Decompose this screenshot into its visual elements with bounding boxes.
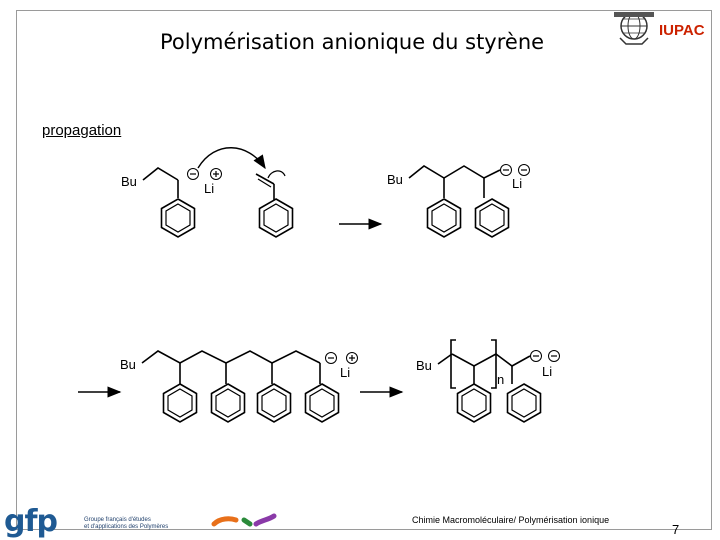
right-bracket [491,340,496,388]
negative-charge-icon [501,165,512,176]
li-label: Li [542,364,553,379]
negative-charge-icon [326,353,337,364]
negative-charge-icon [531,351,542,362]
bu-label: Bu [121,174,137,189]
gfp-logo: gfp [4,504,58,539]
repeat-count-label: n [497,372,505,387]
bu-label: Bu [387,172,403,187]
page-number: 7 [672,522,680,537]
negative-charge-icon [519,165,530,176]
negative-charge-icon [188,169,199,180]
polymer-anion-structure [416,340,560,422]
curved-arrow-icon [198,148,265,168]
footer-course: Chimie Macromoléculaire/ Polymérisation ionique [412,515,610,525]
li-label: Li [340,365,351,380]
anion-initiator-structure [121,168,222,237]
gfp-tagline [84,517,194,531]
negative-charge-icon [549,351,560,362]
brand-marks-icon [210,510,280,530]
left-bracket [451,340,456,388]
dimer-anion-structure [387,165,530,238]
iupac-label: IUPAC [659,22,705,39]
positive-charge-icon [347,353,358,364]
positive-charge-icon [211,169,222,180]
section-label: propagation [42,122,122,139]
growing-chain-structure [120,351,358,422]
gfp-tagline-line1: Groupe français d'études [84,517,151,523]
bu-label: Bu [416,358,432,373]
li-label: Li [512,176,523,191]
styrene-monomer-structure [256,171,293,237]
gfp-tagline-line2: et d'applications des Polymères [84,524,169,530]
li-label: Li [204,181,215,196]
bu-label: Bu [120,357,136,372]
slide-title: Polymérisation anionique du styrène [160,30,545,54]
